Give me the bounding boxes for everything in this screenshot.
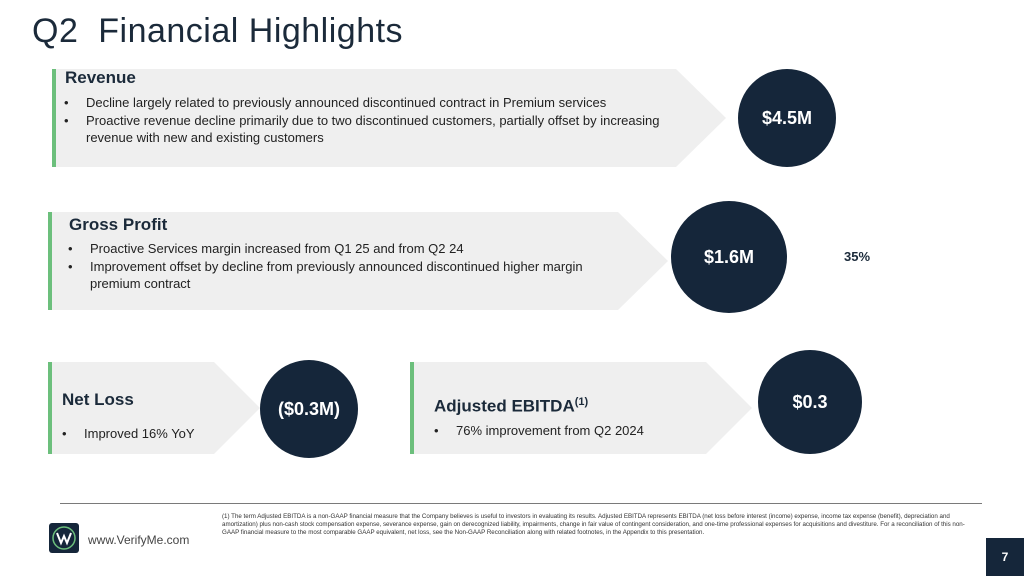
gross-profit-chevron <box>618 212 668 310</box>
list-item: • Improved 16% YoY <box>58 425 218 442</box>
adjusted-ebitda-value-badge: $0.3 <box>758 350 862 454</box>
company-logo <box>49 523 79 553</box>
list-item: • Decline largely related to previously announced discontinued contract in Premium services <box>60 94 660 111</box>
gross-profit-accent-bar <box>48 212 52 310</box>
footnote-marker: (1) <box>574 396 589 408</box>
adjusted-ebitda-chevron <box>706 362 752 454</box>
revenue-chevron <box>676 69 726 167</box>
adjusted-ebitda-heading <box>434 396 588 417</box>
list-item: • Proactive revenue decline primarily due to two discontinued customers, partially offset by increasing revenue with new and existing customers <box>60 112 660 146</box>
revenue-accent-bar <box>52 69 56 167</box>
list-item: • Improvement offset by decline from previously announced discontinued higher margin premium contract <box>64 258 584 292</box>
list-item: • 76% improvement from Q2 2024 <box>430 422 700 439</box>
gross-profit-heading: Gross Profit <box>69 215 168 234</box>
slide-title: Q2 Financial Highlights <box>32 12 404 50</box>
net-loss-bullets <box>58 425 218 443</box>
net-loss-value-badge: ($0.3M) <box>260 360 358 458</box>
adjusted-ebitda-heading-text: Adjusted EBITDA <box>434 396 575 416</box>
adjusted-ebitda-bullets <box>430 422 700 440</box>
revenue-heading: Revenue <box>65 68 136 87</box>
net-loss-heading: Net Loss <box>62 390 134 409</box>
gross-profit-value-badge: $1.6M <box>671 201 787 313</box>
gross-margin-percent: 35% <box>844 249 871 264</box>
list-item: • Proactive Services margin increased from Q1 25 and from Q2 24 <box>64 240 584 257</box>
page-number: 7 <box>986 538 1024 576</box>
adjusted-ebitda-accent-bar <box>410 362 414 454</box>
revenue-bullets <box>60 94 660 147</box>
footnote-text: (1) The term Adjusted EBITDA is a non-GAAP financial measure that the Company believes is useful to investors in evaluating its results. Adjusted EBITDA represents EBITDA (net loss before interest (income) expense, income tax expense (benefit), depreciation and amortization) plus non-cash stock compensation expense, severance expense, gain on derecognized liability, impairments, change in fair value of contingent consideration, and one-time professional expenses for acquisitions and divestiture. For a reconciliation of this non-GAAP financial measure to the most comparable GAAP equivalent, net loss, see the Non-GAAP Reconciliation along with related footnotes, in the Appendix to this presentation. <box>222 513 965 537</box>
website-link[interactable]: www.VerifyMe.com <box>88 533 190 547</box>
net-loss-chevron <box>214 362 260 454</box>
verifyme-logo-icon <box>51 525 77 551</box>
revenue-value-badge: $4.5M <box>738 69 836 167</box>
gross-profit-bullets <box>64 240 584 293</box>
net-loss-accent-bar <box>48 362 52 454</box>
footer-divider <box>60 503 982 504</box>
